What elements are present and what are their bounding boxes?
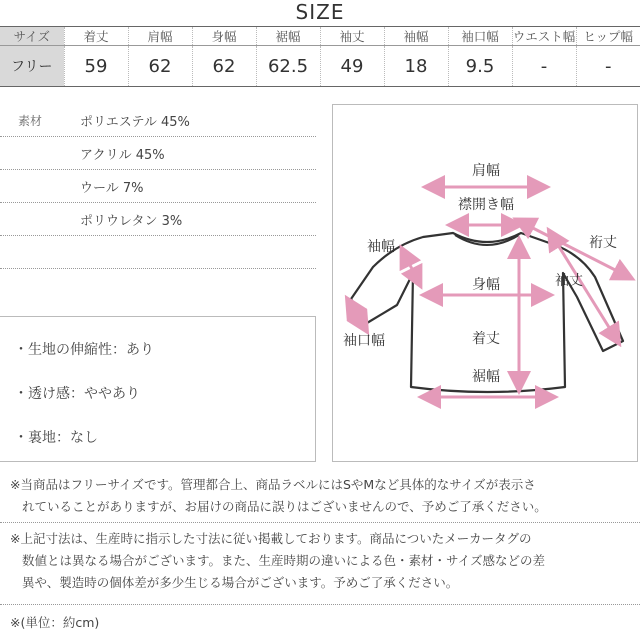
divider — [0, 522, 640, 523]
header-sleeve-width: 袖幅 — [384, 27, 448, 46]
cell-hip-width: - — [576, 46, 640, 87]
cell-shoulder: 62 — [128, 46, 192, 87]
header-body-width: 身幅 — [192, 27, 256, 46]
cell-sleeve-length: 49 — [320, 46, 384, 87]
cell-cuff-width: 9.5 — [448, 46, 512, 87]
body-width-label: 身幅 — [472, 277, 500, 293]
material-row — [0, 170, 316, 203]
hem-label: 裾幅 — [472, 369, 500, 385]
header-hip-width: ヒップ幅 — [576, 27, 640, 46]
cell-hem-width: 62.5 — [256, 46, 320, 87]
free-size-note — [10, 474, 547, 518]
material-row — [0, 104, 316, 137]
size-table-row — [0, 46, 640, 87]
yuki-label: 裄丈 — [589, 235, 617, 251]
material-row-empty — [0, 236, 316, 269]
note-line: ※当商品はフリーサイズです。管理都合上、商品ラベルにはSやMなど具体的なサイズが表示さ — [10, 477, 536, 492]
material-item: アクリル 45% — [80, 148, 165, 163]
size-title: SIZE — [295, 0, 345, 24]
divider — [0, 604, 640, 605]
note-line: ※上記寸法は、生産時に指示した寸法に従い掲載しております。商品についたメーカータグの — [10, 531, 532, 546]
fabric-properties-box — [0, 316, 316, 462]
size-table-header-row — [0, 27, 640, 46]
stretch-property: ・生地の伸縮性：あり — [14, 342, 154, 358]
material-label: 素材 — [18, 114, 43, 128]
measurement-note — [10, 528, 545, 594]
material-item: ポリウレタン 3% — [80, 214, 183, 229]
header-sleeve-length: 袖丈 — [320, 27, 384, 46]
cell-length: 59 — [64, 46, 128, 87]
lining-property: ・裏地：なし — [14, 430, 98, 446]
material-row — [0, 137, 316, 170]
header-cuff-width: 袖口幅 — [448, 27, 512, 46]
note-line: 数値とは異なる場合がございます。また、生産時期の違いによる色・素材・サイズ感などの差 — [22, 553, 546, 568]
note-line: れていることがありますが、お届けの商品に誤りはございませんので、予めご了承ください。 — [22, 499, 547, 514]
cell-sleeve-width: 18 — [384, 46, 448, 87]
header-length: 着丈 — [64, 27, 128, 46]
shoulder-label: 肩幅 — [472, 163, 500, 179]
garment-illustration — [333, 105, 639, 463]
sleeve-width-label: 袖幅 — [367, 239, 395, 255]
unit-text: ※(単位：約cm) — [10, 615, 100, 630]
sheer-property: ・透け感：ややあり — [14, 386, 140, 402]
length-label: 着丈 — [472, 331, 500, 347]
note-line: 異や、製造時の個体差が多少生じる場合がございます。予めご了承ください。 — [22, 575, 459, 590]
neck-label: 襟開き幅 — [458, 197, 514, 213]
unit-note — [10, 612, 99, 634]
material-row — [0, 203, 316, 236]
header-shoulder: 肩幅 — [128, 27, 192, 46]
header-hem-width: 裾幅 — [256, 27, 320, 46]
cell-size: フリー — [0, 46, 64, 87]
cuff-label: 袖口幅 — [343, 333, 385, 349]
material-item: ウール 7% — [80, 181, 144, 196]
collar-outline — [455, 235, 519, 245]
cell-body-width: 62 — [192, 46, 256, 87]
sleeve-length-label: 袖丈 — [555, 273, 583, 289]
header-waist-width: ウエスト幅 — [512, 27, 576, 46]
measurement-diagram — [332, 104, 638, 462]
material-item: ポリエステル 45% — [80, 115, 190, 130]
header-size: サイズ — [0, 27, 64, 46]
size-table — [0, 26, 640, 87]
cell-waist-width: - — [512, 46, 576, 87]
